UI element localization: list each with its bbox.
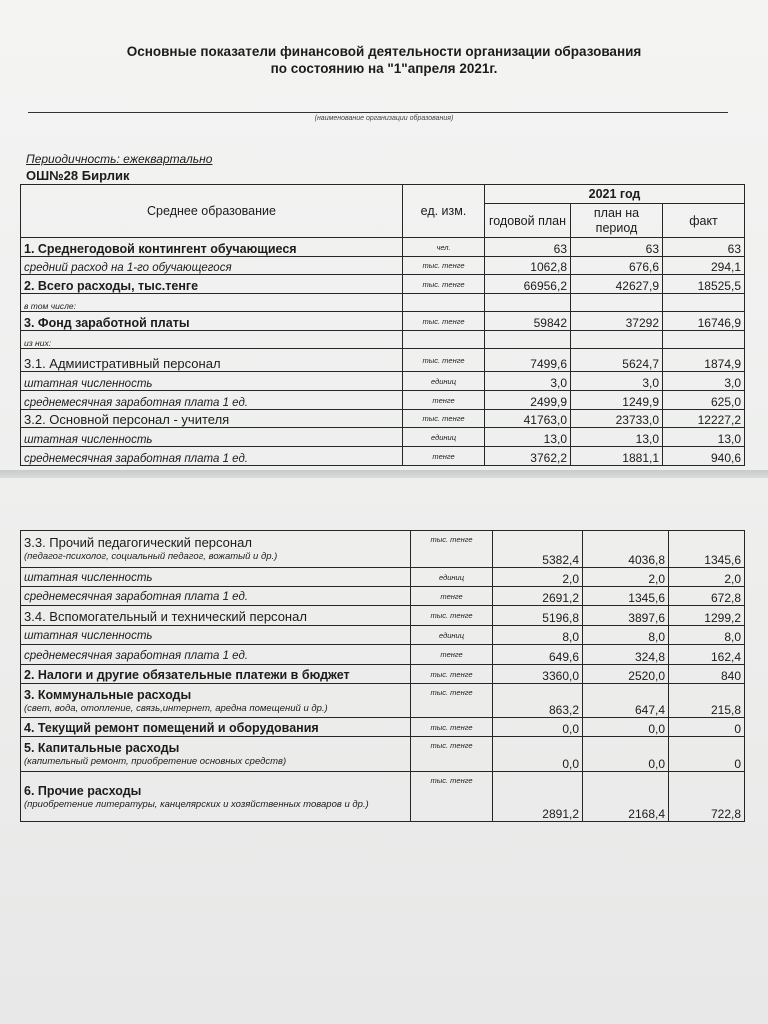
row-unit: тыс. тенге [411, 718, 493, 737]
table-row [21, 772, 745, 822]
value-plan-year: 3762,2 [485, 447, 571, 466]
table-row [21, 665, 745, 684]
value-plan-period: 3,0 [571, 372, 663, 391]
value-plan-period: 676,6 [571, 257, 663, 275]
value-fact: 1299,2 [669, 606, 745, 626]
document-page-2 [0, 478, 768, 1024]
value-plan-period: 647,4 [583, 684, 669, 718]
value-fact: 1345,6 [669, 531, 745, 568]
value-fact: 8,0 [669, 626, 745, 645]
row-unit: единиц [411, 626, 493, 645]
row-unit: тенге [403, 447, 485, 466]
value-plan-period: 13,0 [571, 428, 663, 447]
row-unit: тыс. тенге [403, 257, 485, 275]
value-plan-year: 863,2 [493, 684, 583, 718]
table-row [21, 684, 745, 718]
row-unit: тенге [411, 587, 493, 606]
value-plan-year: 5196,8 [493, 606, 583, 626]
value-plan-year: 3360,0 [493, 665, 583, 684]
table1-body [21, 238, 745, 466]
row-label-cell [21, 665, 411, 684]
row-label: штатная численность [21, 372, 403, 391]
row-label: 4. Текущий ремонт помещений и оборудования [24, 721, 319, 735]
value-plan-year: 5382,4 [493, 531, 583, 568]
value-fact: 12227,2 [663, 410, 745, 428]
row-label-cell [21, 718, 411, 737]
value-plan-year: 2691,2 [493, 587, 583, 606]
row-unit: тенге [411, 645, 493, 665]
row-label: штатная численность [21, 428, 403, 447]
table-row [21, 410, 745, 428]
value-fact [663, 331, 745, 349]
value-fact: 215,8 [669, 684, 745, 718]
row-unit: тыс. тенге [403, 275, 485, 294]
value-plan-period: 3897,6 [583, 606, 669, 626]
table-row [21, 312, 745, 331]
row-label: среднемесячная заработная плата 1 ед. [21, 391, 403, 410]
value-fact: 162,4 [669, 645, 745, 665]
table-row [21, 568, 745, 587]
row-label: среднемесячная заработная плата 1 ед. [24, 591, 248, 603]
table-row [21, 531, 745, 568]
value-plan-period: 8,0 [583, 626, 669, 645]
value-plan-year: 41763,0 [485, 410, 571, 428]
row-label: среднемесячная заработная плата 1 ед. [21, 447, 403, 466]
value-plan-year: 2,0 [493, 568, 583, 587]
value-plan-period [571, 331, 663, 349]
row-label-cell [21, 626, 411, 645]
value-plan-period: 0,0 [583, 718, 669, 737]
value-plan-period: 1345,6 [583, 587, 669, 606]
organization-name: ОШ№28 Бирлик [26, 168, 130, 183]
table-row [21, 718, 745, 737]
header-year: 2021 год [485, 185, 745, 204]
row-label: штатная численность [24, 630, 153, 642]
row-label: 6. Прочие расходы [24, 783, 142, 798]
value-plan-period: 324,8 [583, 645, 669, 665]
table-row [21, 238, 745, 257]
value-plan-period: 4036,8 [583, 531, 669, 568]
row-label: 3.1. Адмиистративный персонал [21, 349, 403, 372]
row-label: 3. Фонд заработной платы [21, 312, 403, 331]
row-unit: тыс. тенге [411, 737, 493, 772]
value-plan-year: 2891,2 [493, 772, 583, 822]
value-plan-period: 5624,7 [571, 349, 663, 372]
table-row [21, 737, 745, 772]
table-row [21, 606, 745, 626]
value-plan-period [571, 294, 663, 312]
row-label: средний расход на 1-го обучающегося [21, 257, 403, 275]
value-fact: 625,0 [663, 391, 745, 410]
value-fact: 18525,5 [663, 275, 745, 294]
value-plan-period: 2520,0 [583, 665, 669, 684]
row-label: 2. Всего расходы, тыс.тенге [21, 275, 403, 294]
value-fact: 63 [663, 238, 745, 257]
table-row [21, 349, 745, 372]
row-label-cell [21, 645, 411, 665]
value-plan-period: 23733,0 [571, 410, 663, 428]
document-title-line1: Основные показатели финансовой деятельности организации образования [126, 44, 642, 59]
row-label: среднемесячная заработная плата 1 ед. [24, 650, 248, 662]
value-fact: 1874,9 [663, 349, 745, 372]
value-fact: 2,0 [669, 568, 745, 587]
row-label: 3.3. Прочий педагогический персонал [24, 535, 252, 550]
periodicity-label: Периодичность: ежеквартально [26, 152, 213, 166]
row-unit: тыс. тенге [411, 531, 493, 568]
row-unit: единиц [403, 428, 485, 447]
value-fact: 0 [669, 718, 745, 737]
value-fact [663, 294, 745, 312]
row-label-cell [21, 568, 411, 587]
table-row [21, 257, 745, 275]
value-fact: 0 [669, 737, 745, 772]
value-plan-year: 8,0 [493, 626, 583, 645]
row-unit: тенге [403, 391, 485, 410]
value-plan-year: 59842 [485, 312, 571, 331]
value-plan-year: 3,0 [485, 372, 571, 391]
row-label-cell [21, 531, 411, 568]
row-label: 3.4. Вспомогательный и технический персонал [24, 609, 307, 624]
header-plan-year: годовой план [485, 204, 571, 238]
row-label-cell [21, 737, 411, 772]
value-plan-period: 0,0 [583, 737, 669, 772]
value-fact: 940,6 [663, 447, 745, 466]
row-label: 5. Капитальные расходы [24, 741, 180, 755]
table-row [21, 428, 745, 447]
row-label-cell [21, 587, 411, 606]
table-row [21, 331, 745, 349]
value-fact: 722,8 [669, 772, 745, 822]
value-plan-year: 1062,8 [485, 257, 571, 275]
row-unit: единиц [403, 372, 485, 391]
row-sublabel: (капительный ремонт, приобретение основных средств) [24, 756, 287, 767]
row-label: 3. Коммунальные расходы [24, 687, 192, 702]
table-row [21, 294, 745, 312]
value-plan-year: 649,6 [493, 645, 583, 665]
value-plan-year: 0,0 [493, 737, 583, 772]
table-row [21, 391, 745, 410]
row-unit: тыс. тенге [411, 665, 493, 684]
value-plan-period: 1881,1 [571, 447, 663, 466]
header-unit: ед. изм. [403, 185, 485, 238]
value-fact: 672,8 [669, 587, 745, 606]
value-plan-year: 13,0 [485, 428, 571, 447]
value-plan-year [485, 331, 571, 349]
row-label-cell [21, 606, 411, 626]
row-unit: тыс. тенге [403, 410, 485, 428]
value-plan-period: 42627,9 [571, 275, 663, 294]
row-label: штатная численность [24, 572, 153, 584]
header-section: Среднее образование [21, 185, 403, 238]
row-sublabel: (свет, вода, отопление, связь,интернет, аредна помещений и др.) [24, 702, 328, 714]
row-sublabel: (приобретение литературы, канцелярских и хозяйственных товаров и др.) [24, 798, 369, 810]
value-plan-period: 37292 [571, 312, 663, 331]
row-unit: единиц [411, 568, 493, 587]
table-row [21, 447, 745, 466]
table-row [21, 275, 745, 294]
row-unit [403, 331, 485, 349]
value-plan-year: 0,0 [493, 718, 583, 737]
row-label: из них: [21, 331, 403, 349]
row-unit: тыс. тенге [403, 312, 485, 331]
value-fact: 840 [669, 665, 745, 684]
table2-body [21, 531, 745, 822]
table-row [21, 587, 745, 606]
row-unit: тыс. тенге [411, 684, 493, 718]
value-fact: 16746,9 [663, 312, 745, 331]
finance-table-part2 [20, 530, 745, 822]
row-sublabel: (педагог-психолог, социальный педагог, вожатый и др.) [24, 551, 278, 562]
table-row [21, 645, 745, 665]
header-fact: факт [663, 204, 745, 238]
row-unit: тыс. тенге [411, 606, 493, 626]
header-plan-period: план на период [571, 204, 663, 238]
value-plan-year: 7499,6 [485, 349, 571, 372]
table-row [21, 626, 745, 645]
value-fact: 13,0 [663, 428, 745, 447]
row-label: 2. Налоги и другие обязательные платежи в бюджет [24, 668, 350, 682]
value-plan-year: 63 [485, 238, 571, 257]
row-unit: тыс. тенге [411, 772, 493, 822]
value-plan-period: 63 [571, 238, 663, 257]
row-label: в том числе: [21, 294, 403, 312]
value-plan-year: 66956,2 [485, 275, 571, 294]
row-label-cell [21, 684, 411, 718]
value-plan-period: 2,0 [583, 568, 669, 587]
value-plan-year: 2499,9 [485, 391, 571, 410]
value-plan-year [485, 294, 571, 312]
row-unit: чел. [403, 238, 485, 257]
document-page-1 [0, 0, 768, 472]
document-title-line2: по состоянию на "1"апреля 2021г. [270, 61, 498, 76]
value-plan-period: 2168,4 [583, 772, 669, 822]
row-label-cell [21, 772, 411, 822]
table-row [21, 372, 745, 391]
org-name-hint: (наименование организации образования) [314, 115, 454, 122]
row-unit [403, 294, 485, 312]
org-name-underline [28, 112, 728, 113]
row-unit: тыс. тенге [403, 349, 485, 372]
row-label: 1. Среднегодовой контингент обучающиеся [21, 238, 403, 257]
value-plan-period: 1249,9 [571, 391, 663, 410]
value-fact: 3,0 [663, 372, 745, 391]
value-fact: 294,1 [663, 257, 745, 275]
row-label: 3.2. Основной персонал - учителя [21, 410, 403, 428]
finance-table-part1 [20, 184, 745, 466]
